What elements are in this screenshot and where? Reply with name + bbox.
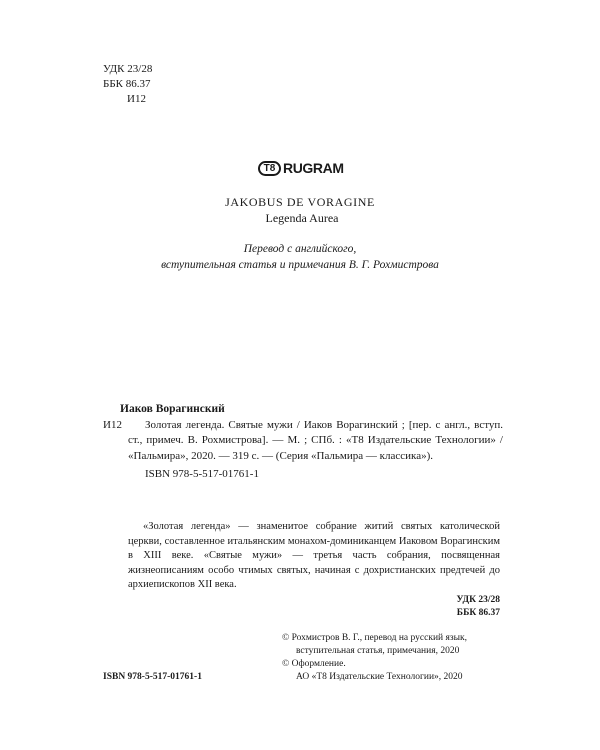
classification-bottom xyxy=(400,594,500,619)
copyright-design: © Оформление. xyxy=(282,659,346,669)
publisher-logo xyxy=(258,159,344,177)
udk-code-bottom: УДК 23/28 xyxy=(456,595,500,605)
classification-top xyxy=(103,62,152,107)
copyright-translation: © Рохмистров В. Г., перевод на русский язык, xyxy=(282,633,467,643)
original-author: JAKOBUS DE VORAGINE xyxy=(225,195,375,209)
publisher-logo-mark: T8 xyxy=(258,161,281,176)
original-edition xyxy=(0,194,600,226)
translation-note-line-1: Перевод с английского, xyxy=(243,243,357,255)
catalog-description: Золотая легенда. Святые мужи / Иаков Ворагинский ; [пер. с англ., вступ. ст., примеч. В. Рохмистрова]. — М. ; СПб. : «Т8 Издательские Технологии» / «Пальмира», 2020. — 319 с. — (Серия «Пальмира — классика»). xyxy=(128,418,503,462)
bbk-code-bottom: ББК 86.37 xyxy=(456,607,500,618)
original-title: Legenda Aurea xyxy=(265,211,339,225)
copyright-translation-cont: вступительная статья, примечания, 2020 xyxy=(296,646,460,656)
bbk-code: ББК 86.37 xyxy=(103,78,151,90)
catalog-card xyxy=(103,402,503,483)
author-mark: И12 xyxy=(127,93,146,105)
translation-note-line-2: вступительная статья и примечания В. Г. Рохмистрова xyxy=(161,259,439,271)
translation-note xyxy=(0,241,600,273)
isbn-bottom: ISBN 978-5-517-01761-1 xyxy=(103,672,202,682)
publisher-logo-wordmark: RUGRAM xyxy=(283,160,344,176)
catalog-heading: Иаков Ворагинский xyxy=(120,403,225,415)
udk-code: УДК 23/28 xyxy=(103,63,153,75)
copyright-block xyxy=(282,632,507,684)
annotation: «Золотая легенда» — знаменитое собрание житий святых католической церкви, составленное итальянским монахом-доминиканцем Иаковом Ворагинским в XIII веке. «Святые мужи» — третья часть собрания, посвященная жизнеописаниям особо чтимых святых, начиная с дохристианских предтечей до архиепископов XII века. xyxy=(128,521,500,590)
copyright-design-cont: АО «Т8 Издательские Технологии», 2020 xyxy=(296,672,463,682)
catalog-isbn: ISBN 978-5-517-01761-1 xyxy=(145,468,259,480)
catalog-index: И12 xyxy=(103,418,122,431)
